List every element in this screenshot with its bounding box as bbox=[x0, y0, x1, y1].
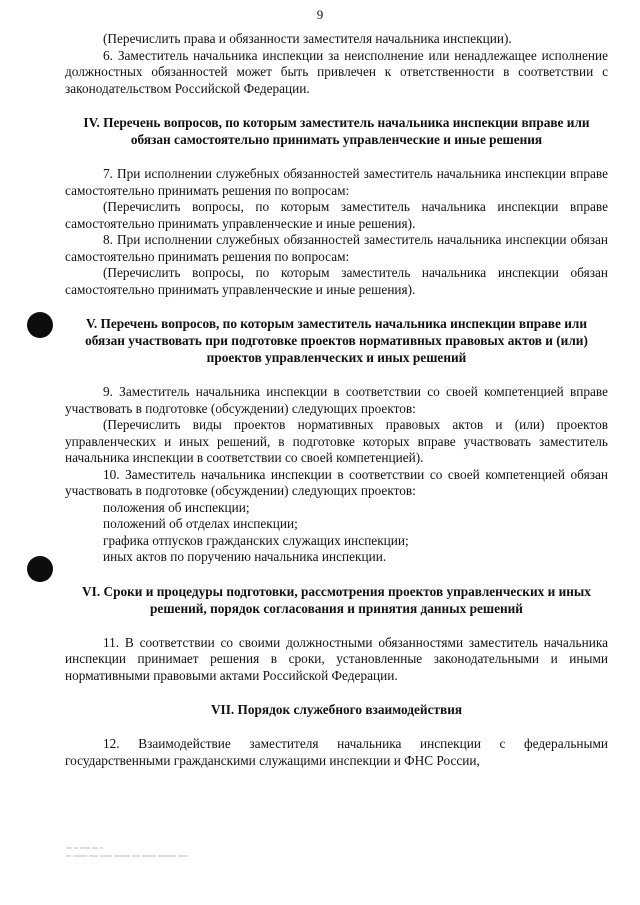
section-heading-vii: VII. Порядок служебного взаимодействия bbox=[210, 702, 463, 717]
list-item: иных актов по поручению начальника инспекции. bbox=[103, 549, 387, 564]
list-item: графика отпусков гражданских служащих инспекции; bbox=[103, 532, 409, 548]
paragraph-8: 8. При исполнении служебных обязанностей заместитель начальника инспекции обязан самостоятельно принимать решения по вопросам: bbox=[65, 232, 608, 264]
paragraph: (Перечислить права и обязанности заместителя начальника инспекции). bbox=[103, 31, 512, 46]
paragraph: (Перечислить виды проектов нормативных правовых актов и (или) проектов управленческих и иных решений, в подготовке которых вправе участвовать заместитель начальника инспекции в соответствии со своей компетенцией). bbox=[65, 417, 608, 465]
paragraph-9: 9. Заместитель начальника инспекции в соответствии со своей компетенцией вправе участвовать в подготовке (обсуждении) следующих проектов: bbox=[65, 384, 608, 416]
paragraph: (Перечислить вопросы, по которым заместитель начальника инспекции обязан самостоятельно принимать управленческие и иные решения). bbox=[65, 265, 608, 297]
list-item: положения об инспекции; bbox=[103, 499, 250, 515]
paragraph-10: 10. Заместитель начальника инспекции в соответствии со своей компетенцией обязан участвовать в подготовке (обсуждении) следующих проектов: bbox=[65, 466, 608, 498]
paragraph-12: 12. Взаимодействие заместителя начальника инспекции с федеральными государственными гражданскими служащими инспекции и ФНС России, bbox=[65, 736, 608, 768]
page-number: 9 bbox=[316, 7, 324, 22]
binder-hole-bottom bbox=[27, 556, 53, 582]
binder-hole-top bbox=[27, 312, 53, 338]
paragraph-11: 11. В соответствии со своими должностными обязанностями заместитель начальника инспекции принимает решения в сроки, установленные законодательными и иными нормативными правовыми актами Российской Федерации. bbox=[65, 634, 608, 683]
section-heading-vi: VI. Сроки и процедуры подготовки, рассмотрения проектов управленческих и иных решений, порядок согласования и принятия данных решений bbox=[82, 583, 591, 616]
list-item: положений об отделах инспекции; bbox=[103, 516, 298, 531]
section-heading-iv: IV. Перечень вопросов, по которым заместитель начальника инспекции вправе или обязан самостоятельно принимать управленческие и иные решения bbox=[83, 115, 590, 147]
faint-footer-stamp-icon bbox=[64, 843, 204, 861]
paragraph-7: 7. При исполнении служебных обязанностей заместитель начальника инспекции вправе самостоятельно принимать решения по вопросам: bbox=[65, 166, 608, 198]
document-body bbox=[65, 31, 608, 769]
footer-print-stamp bbox=[64, 843, 204, 864]
paragraph-6: 6. Заместитель начальника инспекции за неисполнение или ненадлежащее исполнение должностных обязанностей может быть привлечен к ответственности в соответствии с законодательством Российской Федерации. bbox=[65, 47, 608, 96]
section-heading-v: V. Перечень вопросов, по которым заместитель начальника инспекции вправе или обязан участвовать при подготовке проектов нормативных правовых актов и (или) проектов управленческих и иных решений bbox=[85, 316, 588, 365]
paragraph: (Перечислить вопросы, по которым заместитель начальника инспекции вправе самостоятельно принимать управленческие и иные решения). bbox=[65, 199, 608, 231]
